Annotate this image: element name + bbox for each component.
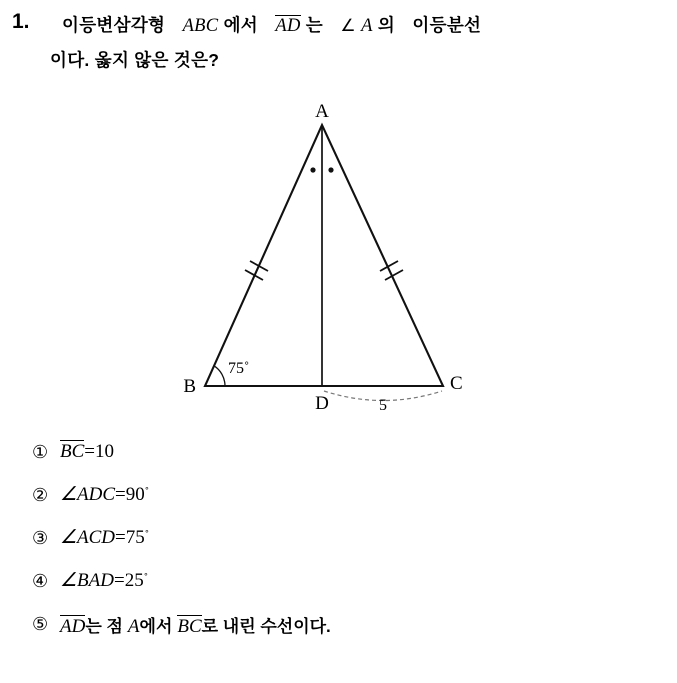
- choice-5-segment-bc: BC: [177, 616, 202, 637]
- segment-ad-label: AD: [275, 16, 301, 36]
- choice-5-marker: ⑤: [32, 614, 49, 634]
- label-length-dc: 5: [379, 397, 387, 414]
- choice-3-text: [60, 526, 149, 549]
- choice-3-degree: ˚: [144, 527, 150, 542]
- label-d: D: [315, 393, 329, 414]
- choice-2-angle: ∠ADC: [60, 484, 116, 505]
- choice-1-text: [60, 440, 114, 463]
- stem-text-1: 이등변삼각형: [62, 15, 166, 35]
- choice-5-segment-ad: AD: [60, 616, 86, 637]
- stem-text-4: 의: [377, 15, 396, 35]
- choice-5-text: [60, 612, 331, 638]
- choice-2-marker: ②: [32, 485, 49, 505]
- triangle-name: ABC: [182, 16, 219, 36]
- label-angle-b: 75˚: [228, 360, 250, 377]
- label-b: B: [183, 376, 196, 397]
- choice-4-relation: =: [113, 570, 125, 591]
- choice-3-relation: =: [115, 527, 126, 548]
- angle-symbol-icon: ∠: [340, 16, 356, 35]
- choice-4[interactable]: [0, 569, 677, 612]
- choice-1[interactable]: [0, 440, 677, 483]
- triangle-outline: [205, 125, 443, 386]
- angle-vertex-a: A: [361, 16, 373, 36]
- triangle-figure: [0, 95, 677, 420]
- tick-marks-ac-icon: [380, 261, 403, 280]
- choice-5-text-c: 에서: [139, 617, 173, 636]
- choice-3[interactable]: [0, 526, 677, 569]
- choice-3-angle: ∠ACD: [60, 527, 116, 548]
- choice-list: [0, 440, 677, 655]
- choice-5-text-a: 는 점: [85, 617, 123, 636]
- stem-text-3: 는: [305, 15, 324, 35]
- angle-arc-b-icon: [214, 366, 225, 386]
- question-line-2: 이다. 옳지 않은 것은?: [50, 50, 220, 70]
- choice-2-relation: =: [115, 484, 126, 505]
- choice-3-value: 75: [125, 527, 145, 548]
- choice-4-text: [60, 569, 148, 592]
- choice-4-degree: ˚: [143, 570, 149, 585]
- choice-1-segment: BC: [60, 441, 85, 462]
- choice-4-angle: ∠BAD: [60, 570, 114, 591]
- stem-text-5: 이등분선: [412, 15, 482, 35]
- stem-text-2: 에서: [223, 15, 259, 35]
- choice-3-marker: ③: [32, 528, 49, 548]
- choice-4-value: 25: [124, 570, 144, 591]
- choice-5-point-a: A: [127, 616, 140, 637]
- choice-2-text: [60, 483, 149, 506]
- label-a: A: [315, 101, 329, 122]
- question-line-1: [62, 12, 481, 37]
- choice-2-value: 90: [125, 484, 145, 505]
- choice-1-value: 10: [95, 441, 114, 462]
- choice-1-marker: ①: [32, 442, 49, 462]
- choice-1-relation: =: [84, 441, 95, 462]
- choice-2-degree: ˚: [144, 484, 150, 499]
- choice-5[interactable]: [0, 612, 677, 655]
- choice-4-marker: ④: [32, 571, 49, 591]
- choice-2[interactable]: [0, 483, 677, 526]
- label-c: C: [450, 373, 463, 394]
- choice-5-text-d: 로 내린 수선이다.: [201, 617, 331, 636]
- question-number: 1.: [12, 10, 30, 33]
